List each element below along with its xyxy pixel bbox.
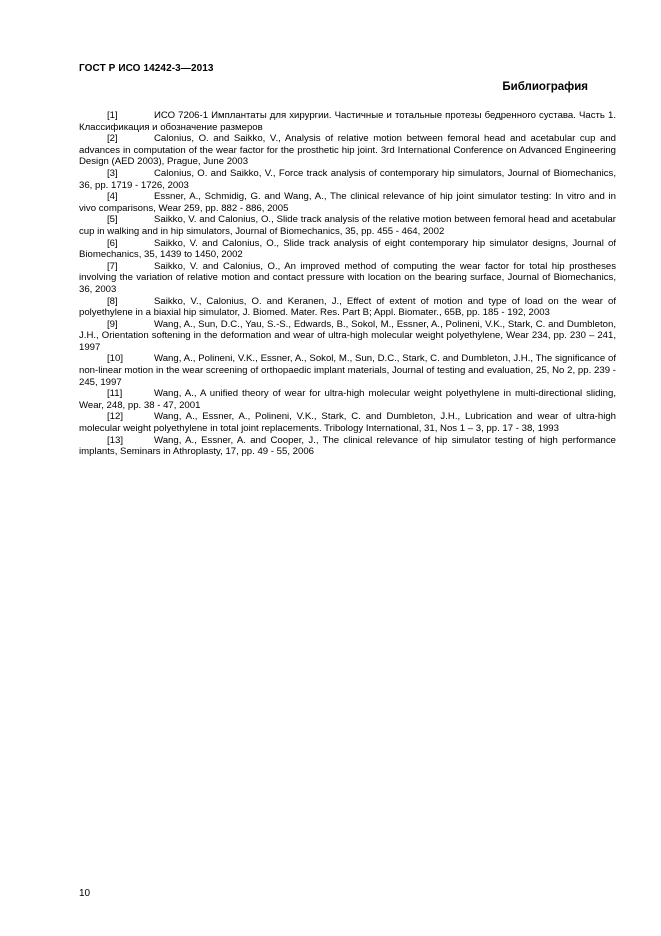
reference-number: [9] xyxy=(107,318,118,330)
reference-text: Wang, A., Essner, A., Polineni, V.K., Stark, C. and Dumbleton, J.H., Lubrication and wear of ultra-high molecular weight polyethylene in total joint replacements. Tribology International, 31, Nos 1 – 3, pp. 17 - 38, 1993 xyxy=(79,411,616,435)
reference-number: [13] xyxy=(107,434,124,446)
reference-text: ИСО 7206-1 Имплантаты для хирургии. Частичные и тотальные протезы бедренного сустава. Часть 1. Классификация и обозначение размеров xyxy=(79,110,616,133)
reference-item xyxy=(79,353,616,388)
reference-text: Wang, A., Sun, D.C., Yau, S.-S., Edwards, B., Sokol, M., Essner, A., Polineni, V.K., Stark, C. and Dumbleton, J.H., Orientation softening in the deformation and wear of ultra-high molecular weight polyethylene, Wear 234, pp. 230 – 241, 1997 xyxy=(79,318,616,353)
reference-item xyxy=(79,238,616,261)
reference-item xyxy=(79,133,616,168)
reference-number: [10] xyxy=(107,353,124,365)
reference-item xyxy=(79,261,616,296)
reference-number: [8] xyxy=(107,295,118,307)
reference-number: [2] xyxy=(107,133,118,145)
reference-text: Saikko, V. and Calonius, O., Slide track analysis of eight contemporary hip simulator designs, Journal of Biomechanics, 35, 1439 to 1450, 2002 xyxy=(79,237,616,261)
reference-item xyxy=(79,411,616,434)
reference-text: Calonius, O. and Saikko, V., Force track analysis of contemporary hip simulators, Journal of Biomechanics, 36, pp. 1719 - 1726, 2003 xyxy=(79,167,616,191)
reference-number: [6] xyxy=(107,237,118,249)
reference-number: [4] xyxy=(107,191,118,203)
reference-item xyxy=(79,214,616,237)
reference-text: Calonius, O. and Saikko, V., Analysis of relative motion between femoral head and acetabular cup and advances in computation of the wear factor for the prosthetic hip joint. 3rd International Conference on Advanced Engineering Design (AED 2003), Prague, June 2003 xyxy=(79,133,616,168)
reference-text: Essner, A., Schmidig, G. and Wang, A., The clinical relevance of hip joint simulator testing: In vitro and in vivo comparisons, Wear 259, pp. 882 - 886, 2005 xyxy=(79,191,616,214)
reference-number: [12] xyxy=(107,411,124,423)
reference-item xyxy=(79,296,616,319)
reference-number: [7] xyxy=(107,260,118,272)
reference-number: [3] xyxy=(107,167,118,179)
page-number: 10 xyxy=(79,888,91,899)
reference-item xyxy=(79,110,616,133)
reference-number: [1] xyxy=(107,110,118,121)
reference-text: Wang, A., Polineni, V.K., Essner, A., Sokol, M., Sun, D.C., Stark, C. and Dumbleton, J.H., The significance of non-linear motion in the wear screening of orthopaedic implant materials, Journal of testing and evaluation, 25, No 2, pp. 239 - 245, 1997 xyxy=(79,353,616,388)
reference-item xyxy=(79,319,616,354)
reference-number: [5] xyxy=(107,214,118,226)
reference-text: Saikko, V. and Calonius, O., An improved method of computing the wear factor for total hip prostheses involving the variation of relative motion and contact pressure with location on the bearing surface, Journal of Biomechanics, 36, 2003 xyxy=(79,260,616,295)
reference-text: Wang, A., Essner, A. and Cooper, J., The clinical relevance of hip simulator testing of high performance implants, Seminars in Athroplasty, 17, pp. 49 - 55, 2006 xyxy=(79,434,616,458)
reference-item xyxy=(79,168,616,191)
reference-text: Wang, A., A unified theory of wear for ultra-high molecular weight polyethylene in multi-directional sliding, Wear, 248, pp. 38 - 47, 2001 xyxy=(79,388,616,411)
reference-text: Saikko, V., Calonius, O. and Keranen, J., Effect of extent of motion and type of load on the wear of polyethylene in a biaxial hip simulator, J. Biomed. Mater. Res. Part B; Appl. Biomater., 65B, pp. 185 - 192, 2003 xyxy=(79,295,616,319)
reference-item xyxy=(79,435,616,458)
reference-item xyxy=(79,191,616,214)
reference-text: Saikko, V. and Calonius, O., Slide track analysis of the relative motion between femoral head and acetabular cup in walking and in hip simulators, Journal of Biomechanics, 35, pp. 455 - 464, 2002 xyxy=(79,214,616,237)
standard-code: ГОСТ Р ИСО 14242-3—2013 xyxy=(79,63,214,74)
page-title xyxy=(79,81,616,93)
bibliography-heading: Библиография xyxy=(502,81,588,93)
reference-list xyxy=(79,110,616,458)
reference-item xyxy=(79,388,616,411)
reference-number: [11] xyxy=(107,388,123,400)
